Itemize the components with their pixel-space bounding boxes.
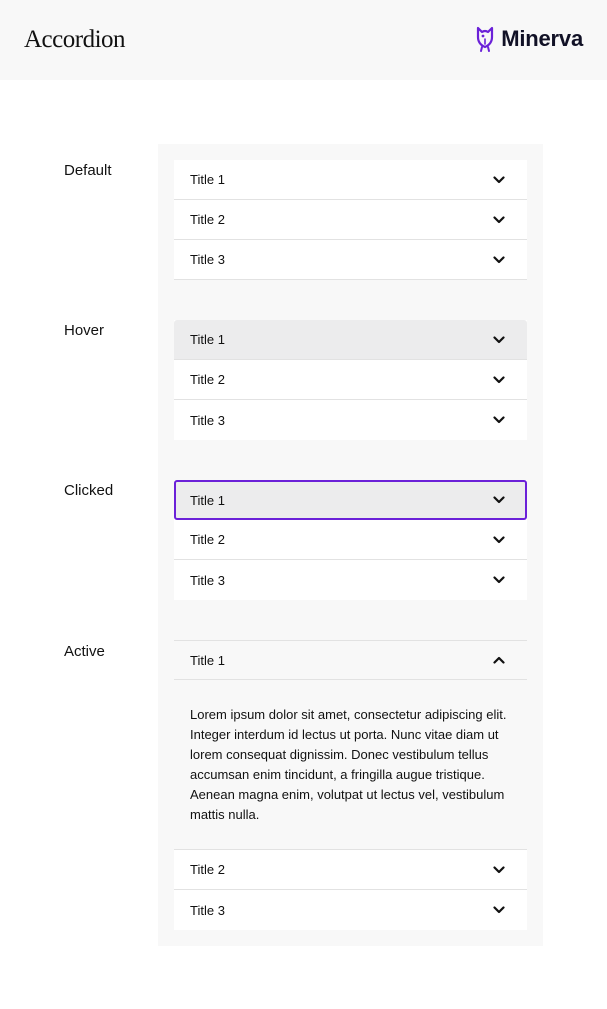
state-label-default: Default <box>64 162 112 179</box>
chevron-down-icon <box>493 376 505 384</box>
accordion-panel-content <box>174 680 527 850</box>
accordion-item-focused[interactable] <box>174 480 527 520</box>
accordion-item[interactable] <box>174 850 527 890</box>
accordion-item[interactable] <box>174 360 527 400</box>
accordion-item-title: Title 2 <box>190 212 225 227</box>
accordion-item-hovered[interactable] <box>174 320 527 360</box>
chevron-down-icon <box>493 866 505 874</box>
state-label-clicked: Clicked <box>64 482 114 499</box>
accordion-item[interactable] <box>174 160 527 200</box>
accordion-item[interactable] <box>174 560 527 600</box>
accordion-item[interactable] <box>174 890 527 930</box>
page-title: Accordion <box>24 26 126 53</box>
chevron-up-icon <box>493 656 505 664</box>
state-label-hover: Hover <box>64 322 105 339</box>
accordion-clicked <box>174 480 527 600</box>
chevron-down-icon <box>493 496 505 504</box>
chevron-down-icon <box>493 256 505 264</box>
accordion-item-title: Title 1 <box>190 172 225 187</box>
accordion-default <box>174 160 527 280</box>
state-label-active: Active <box>64 643 105 660</box>
accordion-item-title: Title 1 <box>190 492 225 508</box>
accordion-item-title: Title 2 <box>190 532 225 547</box>
accordion-item-title: Title 1 <box>190 652 225 668</box>
chevron-down-icon <box>493 416 505 424</box>
chevron-down-icon <box>493 906 505 914</box>
chevron-down-icon <box>493 176 505 184</box>
accordion-item-title: Title 2 <box>190 862 225 877</box>
accordion-item-expanded[interactable] <box>174 640 527 680</box>
page-header <box>0 0 607 80</box>
accordion-active <box>174 640 527 930</box>
accordion-item-title: Title 3 <box>190 252 225 267</box>
accordion-item[interactable] <box>174 520 527 560</box>
owl-logo-icon <box>473 25 497 53</box>
accordion-item[interactable] <box>174 400 527 440</box>
brand[interactable] <box>473 25 583 53</box>
chevron-down-icon <box>493 216 505 224</box>
accordion-item[interactable] <box>174 240 527 280</box>
accordion-panel-text: Lorem ipsum dolor sit amet, consectetur adipiscing elit. Integer interdum id lectus ut porta. Nunc vitae diam ut lorem consequat dignissim. Donec vestibulum tellus accumsan enim tincidunt, a fringilla augue tristique. Aenean magna enim, volutpat ut lectus vel, vestibulum mattis nulla. <box>190 707 507 822</box>
accordion-item-title: Title 1 <box>190 332 225 347</box>
accordion-item-title: Title 3 <box>190 412 225 428</box>
chevron-down-icon <box>493 536 505 544</box>
accordion-item-title: Title 3 <box>190 902 225 918</box>
accordion-item-title: Title 2 <box>190 372 225 387</box>
accordion-item-title: Title 3 <box>190 572 225 588</box>
chevron-down-icon <box>493 576 505 584</box>
accordion-hover <box>174 320 527 440</box>
accordion-item[interactable] <box>174 200 527 240</box>
brand-name: Minerva <box>501 26 583 51</box>
chevron-down-icon <box>493 336 505 344</box>
